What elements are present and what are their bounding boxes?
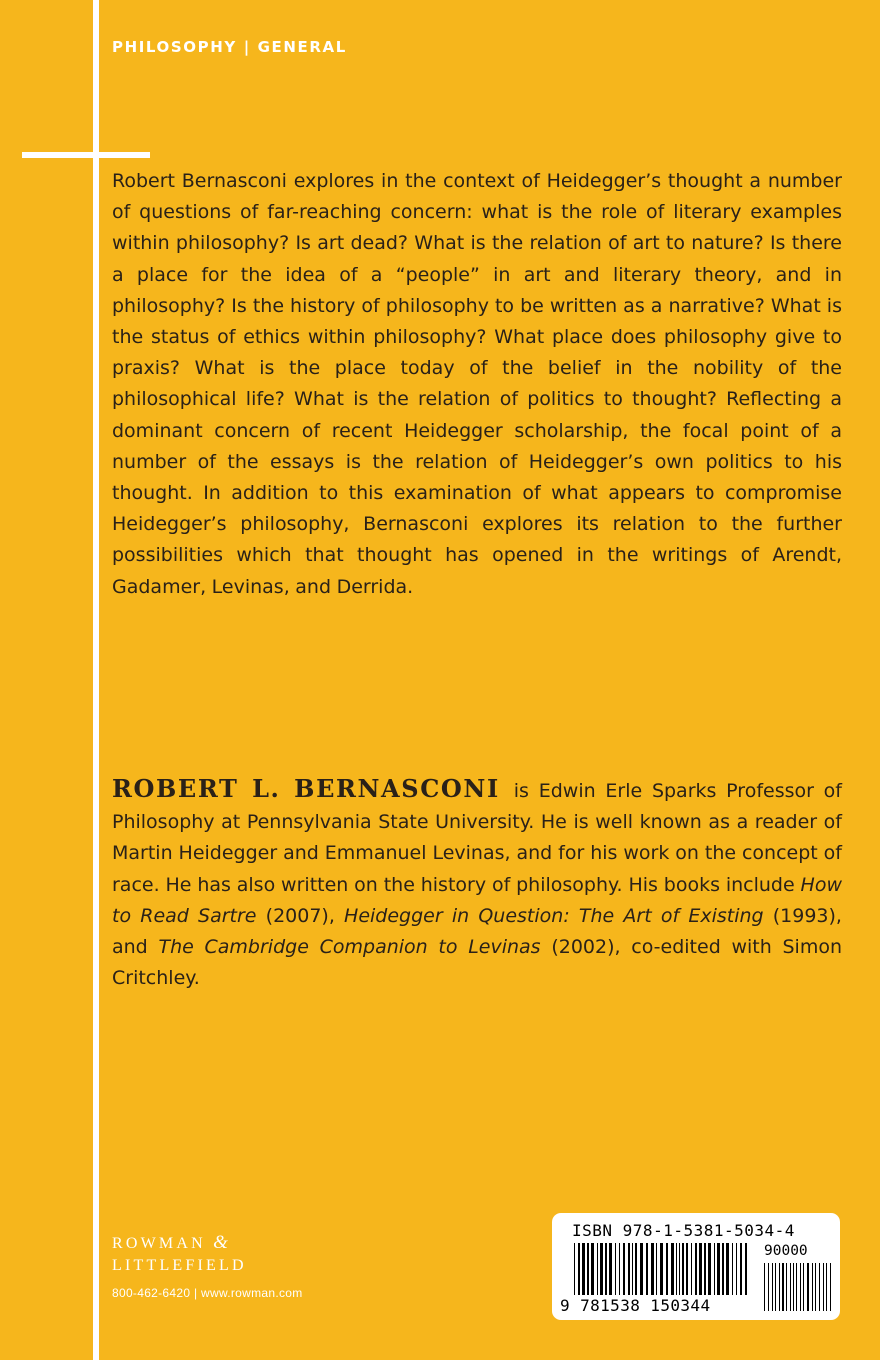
addon-bar xyxy=(803,1263,804,1311)
addon-bar xyxy=(775,1263,776,1311)
publisher-ampersand: & xyxy=(213,1232,228,1253)
barcode-bar xyxy=(691,1243,692,1295)
addon-bar xyxy=(823,1263,824,1311)
barcode-bar xyxy=(609,1243,612,1295)
bio-text-3: (1993), and xyxy=(112,904,842,959)
barcode-bar xyxy=(651,1243,654,1295)
barcode-bar xyxy=(745,1243,747,1295)
barcode-bar xyxy=(682,1243,684,1295)
book-title-2: Heidegger in Question: The Art of Existing xyxy=(344,904,764,927)
barcode-bar xyxy=(726,1243,729,1295)
addon-bar xyxy=(779,1263,780,1311)
barcode-bar xyxy=(646,1243,648,1295)
addon-bar xyxy=(807,1263,809,1311)
horizontal-rule xyxy=(22,152,150,158)
barcode-bar xyxy=(717,1243,720,1295)
book-title-1: How to Read Sartre xyxy=(112,873,842,927)
barcode-bar xyxy=(600,1243,603,1295)
addon-bar xyxy=(826,1263,827,1311)
barcode-bar xyxy=(632,1243,633,1295)
addon-bar xyxy=(772,1263,773,1311)
barcode-bar xyxy=(587,1243,589,1295)
barcode-bar xyxy=(699,1243,702,1295)
barcode-label xyxy=(552,1213,840,1320)
barcode-bar xyxy=(578,1243,580,1295)
barcode-bar xyxy=(686,1243,688,1295)
addon-bar xyxy=(786,1263,787,1311)
addon-bar xyxy=(768,1263,769,1311)
bio-text-2: (2007), xyxy=(265,904,335,927)
publisher-logo xyxy=(112,1232,247,1277)
book-description: Robert Bernasconi explores in the context of Heidegger’s thought a number of questions of far-reaching concern: what is the role of literary examples within philosophy? Is art dead? What is the relation of art to nature? Is there a place for the idea of a “people” in art and literary theory, and in philosophy? Is the history of philosophy to be written as a narrative? What is the status of ethics within philosophy? What place does philosophy give to praxis? What is the place today of the belief in the nobility of the philosophical life? What is the relation of politics to thought? Reflecting a dominant concern of recent Heidegger scholarship, the focal point of a number of the essays is the relation of Heidegger’s own politics to his thought. In addition to this examination of what appears to compromise Heidegger’s philosophy, Bernasconi explores its relation to the further possibilities which that thought has opened in the writings of Arendt, Gadamer, Levinas, and Derrida. xyxy=(112,170,842,598)
author-name: ROBERT L. BERNASCONI xyxy=(112,774,500,803)
addon-bar xyxy=(764,1263,765,1311)
author-bio xyxy=(112,773,842,994)
barcode-bar xyxy=(623,1243,625,1295)
barcode-bar xyxy=(732,1243,733,1295)
barcode-bar xyxy=(736,1243,737,1295)
bio-text-4: (2002), co-edited with Simon Critchley. xyxy=(112,936,843,990)
barcode-bar xyxy=(704,1243,706,1295)
barcode-bar xyxy=(619,1243,620,1295)
addon-bar xyxy=(815,1263,816,1311)
barcode-bar xyxy=(722,1243,724,1295)
addon-bar xyxy=(796,1263,797,1311)
barcode-bar xyxy=(582,1243,585,1295)
ean-number: 9 781538 150344 xyxy=(560,1296,711,1315)
barcode-bar xyxy=(671,1243,674,1295)
barcode-bar xyxy=(640,1243,643,1295)
isbn-number: ISBN 978-1-5381-5034-4 xyxy=(572,1221,795,1240)
barcode-bar xyxy=(666,1243,668,1295)
publisher-contact: 800-462-6420 | www.rowman.com xyxy=(112,1286,303,1300)
addon-bar xyxy=(819,1263,820,1311)
barcode-bar xyxy=(656,1243,657,1295)
barcode-bar xyxy=(740,1243,742,1295)
barcode-bar xyxy=(574,1243,575,1295)
barcode-bar xyxy=(708,1243,711,1295)
barcode-bar xyxy=(676,1243,677,1295)
addon-bar xyxy=(800,1263,801,1311)
book-title-3: The Cambridge Companion to Levinas xyxy=(158,936,541,959)
bio-text-1: is Edwin Erle Sparks Professor of Philosophy at Pennsylvania State University. He is well known as a reader of Martin Heidegger and Emmanuel Levinas, and for his work on the concept of race. He has also written on the history of philosophy. His books include xyxy=(112,780,842,896)
addon-number: 90000 xyxy=(764,1243,808,1259)
addon-bar xyxy=(782,1263,784,1311)
barcode-bar xyxy=(597,1243,598,1295)
category-label: PHILOSOPHY | GENERAL xyxy=(112,38,347,56)
addon-bar xyxy=(793,1263,794,1311)
barcode-bar xyxy=(679,1243,680,1295)
addon-bar xyxy=(790,1263,791,1311)
barcode-bar xyxy=(615,1243,616,1295)
barcode-bar xyxy=(628,1243,630,1295)
barcode-bar xyxy=(695,1243,697,1295)
barcode-bar xyxy=(660,1243,663,1295)
addon-bar xyxy=(830,1263,831,1311)
barcode-bar xyxy=(605,1243,607,1295)
vertical-rule xyxy=(93,0,99,1360)
addon-bar xyxy=(812,1263,813,1311)
publisher-name-1: ROWMAN xyxy=(112,1235,206,1252)
publisher-name-2: LITTLEFIELD xyxy=(112,1257,247,1274)
barcode-bar xyxy=(714,1243,715,1295)
barcode-bar xyxy=(635,1243,637,1295)
barcode-bar xyxy=(591,1243,594,1295)
